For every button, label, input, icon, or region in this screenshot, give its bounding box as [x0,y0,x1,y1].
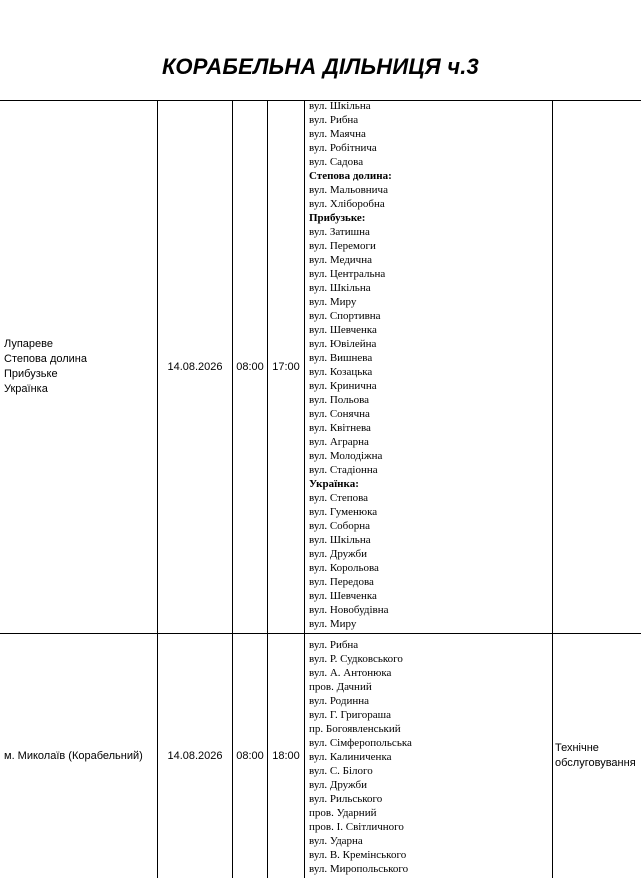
street-item: вул. Р. Судковського [309,653,403,665]
street-item: вул. Шкільна [309,100,371,112]
street-item: вул. Шевченка [309,590,377,602]
street-item: вул. Робітнича [309,142,377,154]
street-item: пр. Богоявленський [309,723,401,735]
end-time-cell [268,101,304,633]
note-line: Технічне [555,742,599,754]
end-time: 18:00 [272,749,300,762]
settlement-name: Степова долина [4,353,87,365]
street-item: вул. Ударна [309,835,363,847]
street-item: вул. С. Білого [309,765,373,777]
street-item: вул. Мальовнича [309,184,388,196]
street-item: вул. Шкільна [309,534,371,546]
street-item: вул. Родинна [309,695,369,707]
street-list [309,99,392,631]
date-cell [158,101,232,633]
street-item: вул. Дружби [309,779,367,791]
street-item: вул. Квітнева [309,422,371,434]
start-time: 08:00 [236,360,264,373]
street-item: вул. А. Антонюка [309,667,392,679]
settlement-heading: Українка: [309,478,359,490]
street-item: вул. Кринична [309,380,377,392]
street-item: вул. Польова [309,394,370,406]
street-item: вул. Сонячна [309,408,370,420]
street-item: вул. Рибна [309,114,359,126]
settlement-name: Лупареве [4,338,53,350]
street-item: вул. Вишнева [309,352,373,364]
street-item: вул. Затишна [309,226,370,238]
street-item: пров. Дачний [309,681,372,693]
start-time: 08:00 [236,749,264,762]
street-item: вул. Медична [309,254,372,266]
street-item: пров. Ударний [309,807,377,819]
street-item: вул. Миру [309,296,357,308]
start-time-cell [233,101,267,633]
street-item: вул. Центральна [309,268,386,280]
street-item: вул. Садова [309,156,364,168]
street-item: вул. Молодіжна [309,450,383,462]
street-item: вул. Рильського [309,793,383,805]
column-divider [552,100,553,878]
settlement-heading: Степова долина: [309,170,392,182]
settlement-name: Прибузьке [4,368,58,380]
street-item: вул. Шкільна [309,282,371,294]
street-item: вул. Степова [309,492,369,504]
column-divider [304,100,305,878]
note-line: обслуговування [555,757,636,769]
street-item: вул. Маячна [309,128,366,140]
street-item: вул. Стадіонна [309,464,378,476]
street-item: вул. Новобудівна [309,604,389,616]
outage-date: 14.08.2026 [167,360,223,373]
street-item: вул. Калиниченка [309,751,392,763]
settlement-name: м. Миколаїв (Корабельний) [4,749,143,762]
end-time-cell [268,634,304,878]
street-item: вул. Сімферопольська [309,737,412,749]
settlement-name: Українка [4,383,48,395]
street-item: вул. Хліборобна [309,198,385,210]
street-item: вул. Шевченка [309,324,377,336]
street-item: вул. Козацька [309,366,373,378]
street-item: вул. Спортивна [309,310,381,322]
end-time: 17:00 [272,360,300,373]
date-cell [158,634,232,878]
outage-date: 14.08.2026 [167,749,223,762]
settlements-cell [4,101,154,633]
street-item: вул. Г. Григораша [309,709,391,721]
street-item: вул. Миру [309,618,357,630]
street-item: вул. Гуменюка [309,506,378,518]
street-item: вул. Соборна [309,520,371,532]
page-title: КОРАБЕЛЬНА ДІЛЬНИЦЯ ч.3 [162,54,479,79]
street-item: вул. Перемоги [309,240,376,252]
settlements-cell [4,634,156,878]
street-item: вул. Ювілейна [309,338,377,350]
street-list [309,638,412,876]
street-item: вул. Передова [309,576,374,588]
start-time-cell [233,634,267,878]
street-item: вул. Аграрна [309,436,369,448]
street-item: вул. Дружби [309,548,367,560]
street-item: вул. Корольова [309,562,379,574]
street-item: вул. Рибна [309,639,359,651]
street-item: вул. Миропольського [309,863,409,875]
note-cell [555,634,641,878]
street-item: вул. В. Кремінського [309,849,407,861]
street-item: пров. І. Світличного [309,821,404,833]
settlement-heading: Прибузьке: [309,212,366,224]
